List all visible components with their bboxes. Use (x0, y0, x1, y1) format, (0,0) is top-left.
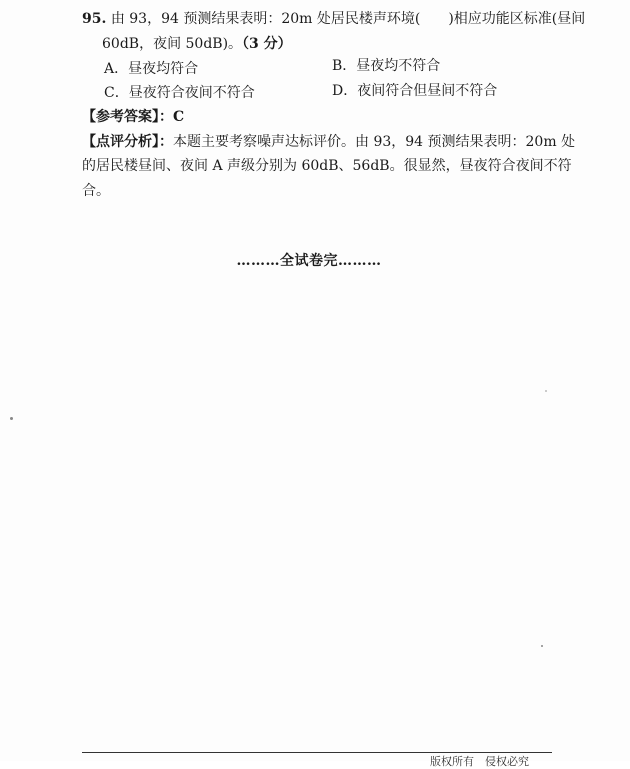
question-line-1 (82, 10, 585, 28)
scan-speck (545, 390, 547, 392)
footer-text: 版权所有 侵权必究 (430, 755, 529, 768)
scan-speck (541, 645, 543, 647)
analysis-line-2: 的居民楼昼间、夜间 A 声级分别为 60dB、56dB。很显然，昼夜符合夜间不符 (82, 158, 572, 174)
analysis-label: 【点评分析】： (82, 134, 173, 150)
answer-line (82, 108, 184, 126)
question-stem-line-2: 60dB，夜间 50dB)。 (102, 36, 243, 52)
scan-speck (10, 417, 13, 420)
question-stem-line-1: 由 93，94 预测结果表明：20m 处居民楼声环境( )相应功能区标准(昼间 (110, 11, 586, 27)
option-c: C．昼夜符合夜间不符合 (104, 85, 255, 101)
option-b: B．昼夜均不符合 (332, 58, 441, 74)
answer-label: 【参考答案】： (82, 109, 173, 125)
analysis-text-1: 本题主要考察噪声达标评价。由 93，94 预测结果表明：20m 处 (173, 134, 576, 150)
question-number: 95. (82, 11, 107, 27)
answer-value: C (173, 109, 185, 125)
analysis-line-1 (82, 133, 575, 151)
option-a: A．昼夜均符合 (104, 61, 199, 77)
question-line-2 (102, 35, 292, 53)
end-of-paper-mark: ………全试卷完……… (236, 253, 382, 269)
option-d: D．夜间符合但昼间不符合 (332, 83, 498, 99)
analysis-line-3: 合。 (82, 183, 110, 199)
question-score: （3 分） (242, 36, 292, 52)
